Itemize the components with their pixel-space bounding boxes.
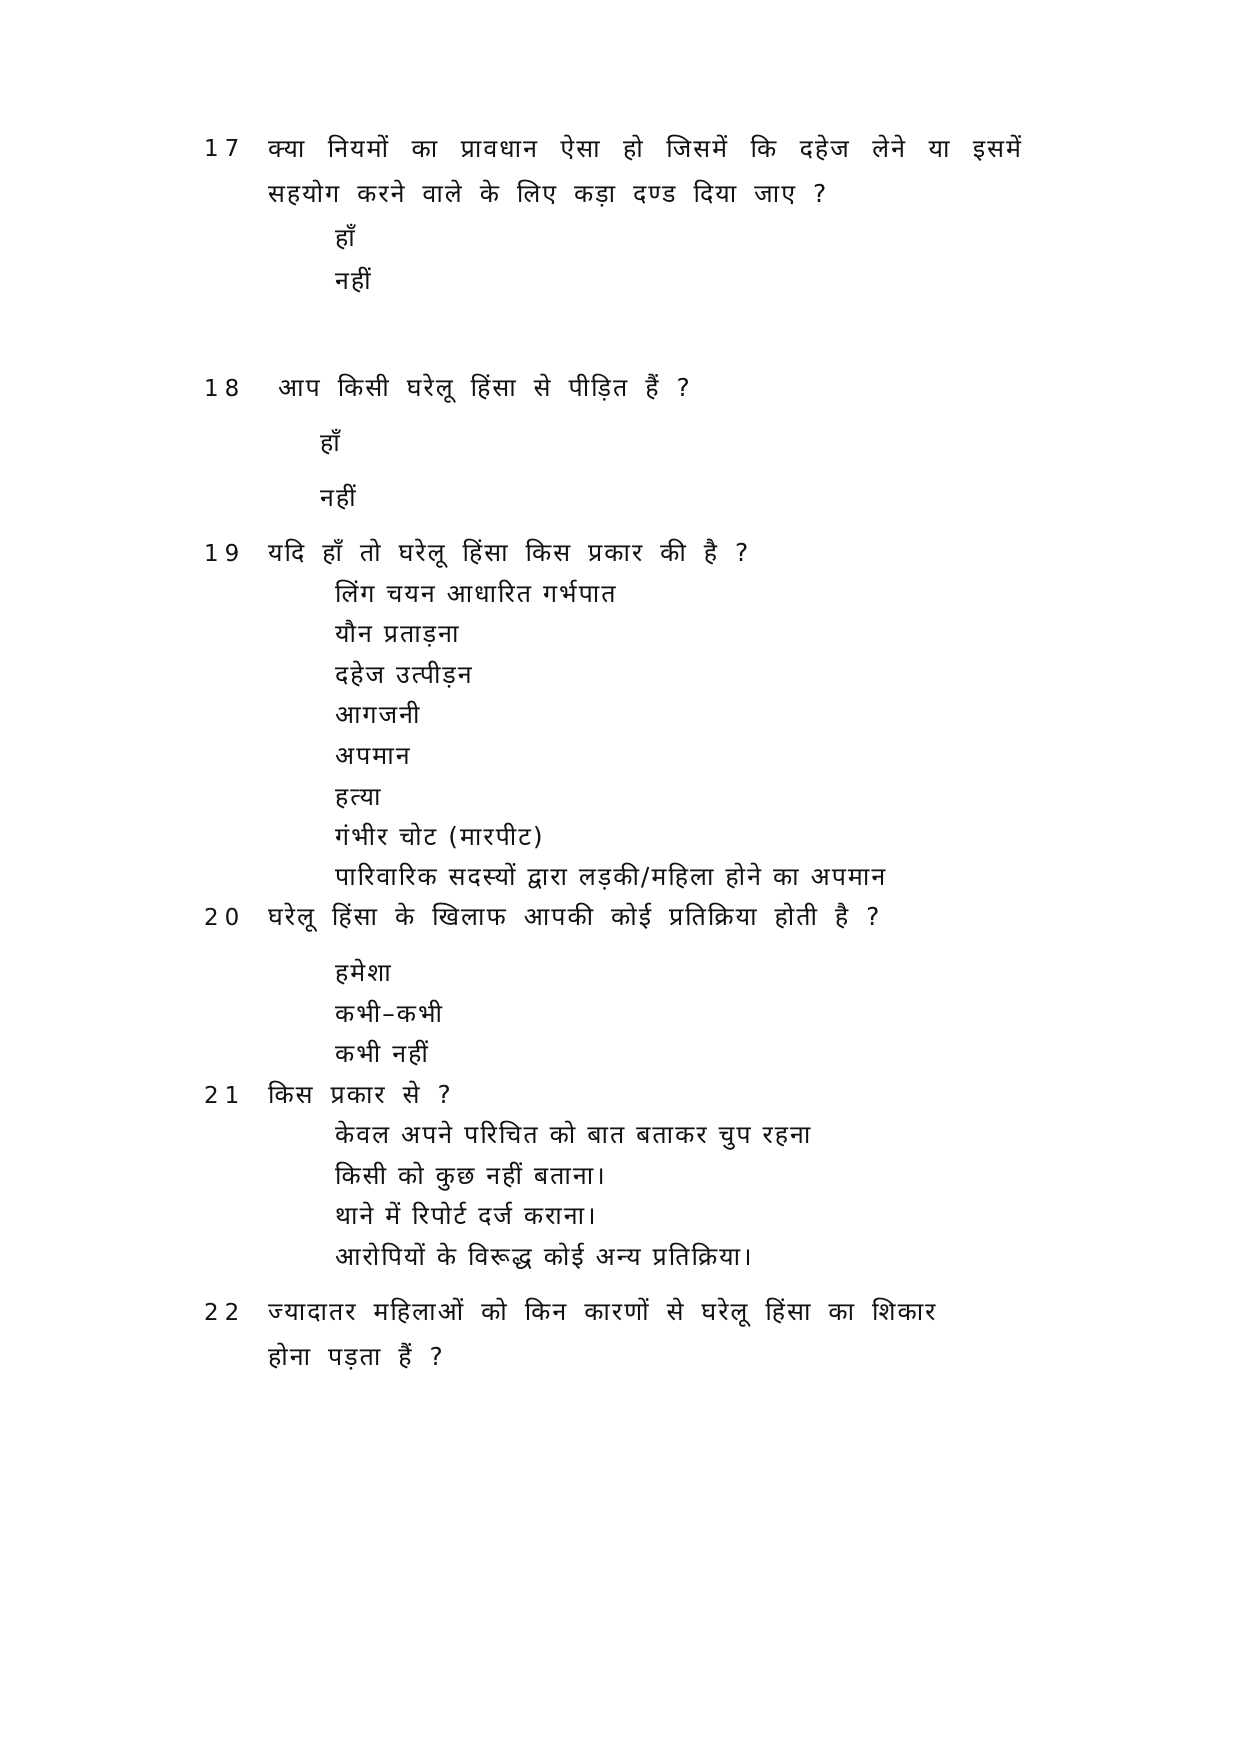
question-20-text: घरेलू हिंसा के खिलाफ आपकी कोई प्रतिक्रिया होती है ? bbox=[268, 902, 882, 931]
question-21-number: 21 bbox=[204, 1083, 246, 1109]
question-22-text-line-2: होना पड़ता हैं ? bbox=[268, 1342, 445, 1371]
question-17-option-yes: हाँ bbox=[335, 223, 357, 252]
question-19-text: यदि हाँ तो घरेलू हिंसा किस प्रकार की है ? bbox=[268, 538, 751, 567]
question-17-text-line-2: सहयोग करने वाले के लिए कड़ा दण्ड दिया जाए ? bbox=[268, 179, 829, 208]
question-18-number: 18 bbox=[204, 376, 246, 402]
question-19-number: 19 bbox=[204, 541, 246, 567]
question-18-option-yes: हाँ bbox=[320, 428, 342, 457]
question-17-option-no: नहीं bbox=[335, 266, 373, 295]
question-19-option-5: अपमान bbox=[335, 741, 412, 770]
question-19-option-6: हत्या bbox=[335, 782, 383, 811]
question-21-option-3: थाने में रिपोर्ट दर्ज कराना। bbox=[335, 1201, 598, 1230]
question-19-option-4: आगजनी bbox=[335, 700, 422, 729]
question-18-option-no: नहीं bbox=[320, 483, 358, 512]
question-20-option-2: कभी–कभी bbox=[335, 999, 445, 1028]
question-20-option-3: कभी नहीं bbox=[335, 1039, 430, 1068]
question-19-option-8: पारिवारिक सदस्यों द्वारा लड़की/महिला होने का अपमान bbox=[335, 862, 888, 891]
question-22-text-line-1: ज्यादातर महिलाओं को किन कारणों से घरेलू हिंसा का शिकार bbox=[268, 1297, 938, 1326]
question-19-option-7: गंभीर चोट (मारपीट) bbox=[335, 822, 545, 851]
question-18-text: आप किसी घरेलू हिंसा से पीड़ित हैं ? bbox=[278, 373, 692, 402]
question-20-option-1: हमेशा bbox=[335, 958, 393, 987]
question-20-number: 20 bbox=[204, 905, 246, 931]
question-21-text: किस प्रकार से ? bbox=[268, 1080, 453, 1109]
question-17-text-line-1: क्या नियमों का प्रावधान ऐसा हो जिसमें कि दहेज लेने या इसमें bbox=[268, 134, 1023, 163]
question-19-option-1: लिंग चयन आधारित गर्भपात bbox=[335, 579, 618, 608]
question-19-option-3: दहेज उत्पीड़न bbox=[335, 660, 474, 689]
question-17-number: 17 bbox=[204, 136, 246, 162]
question-21-option-2: किसी को कुछ नहीं बताना। bbox=[335, 1161, 607, 1190]
question-21-option-1: केवल अपने परिचित को बात बताकर चुप रहना bbox=[335, 1120, 813, 1149]
question-21-option-4: आरोपियों के विरूद्ध कोई अन्य प्रतिक्रिया। bbox=[335, 1242, 754, 1271]
question-19-option-2: यौन प्रताड़ना bbox=[335, 619, 461, 648]
question-22-number: 22 bbox=[204, 1300, 246, 1326]
